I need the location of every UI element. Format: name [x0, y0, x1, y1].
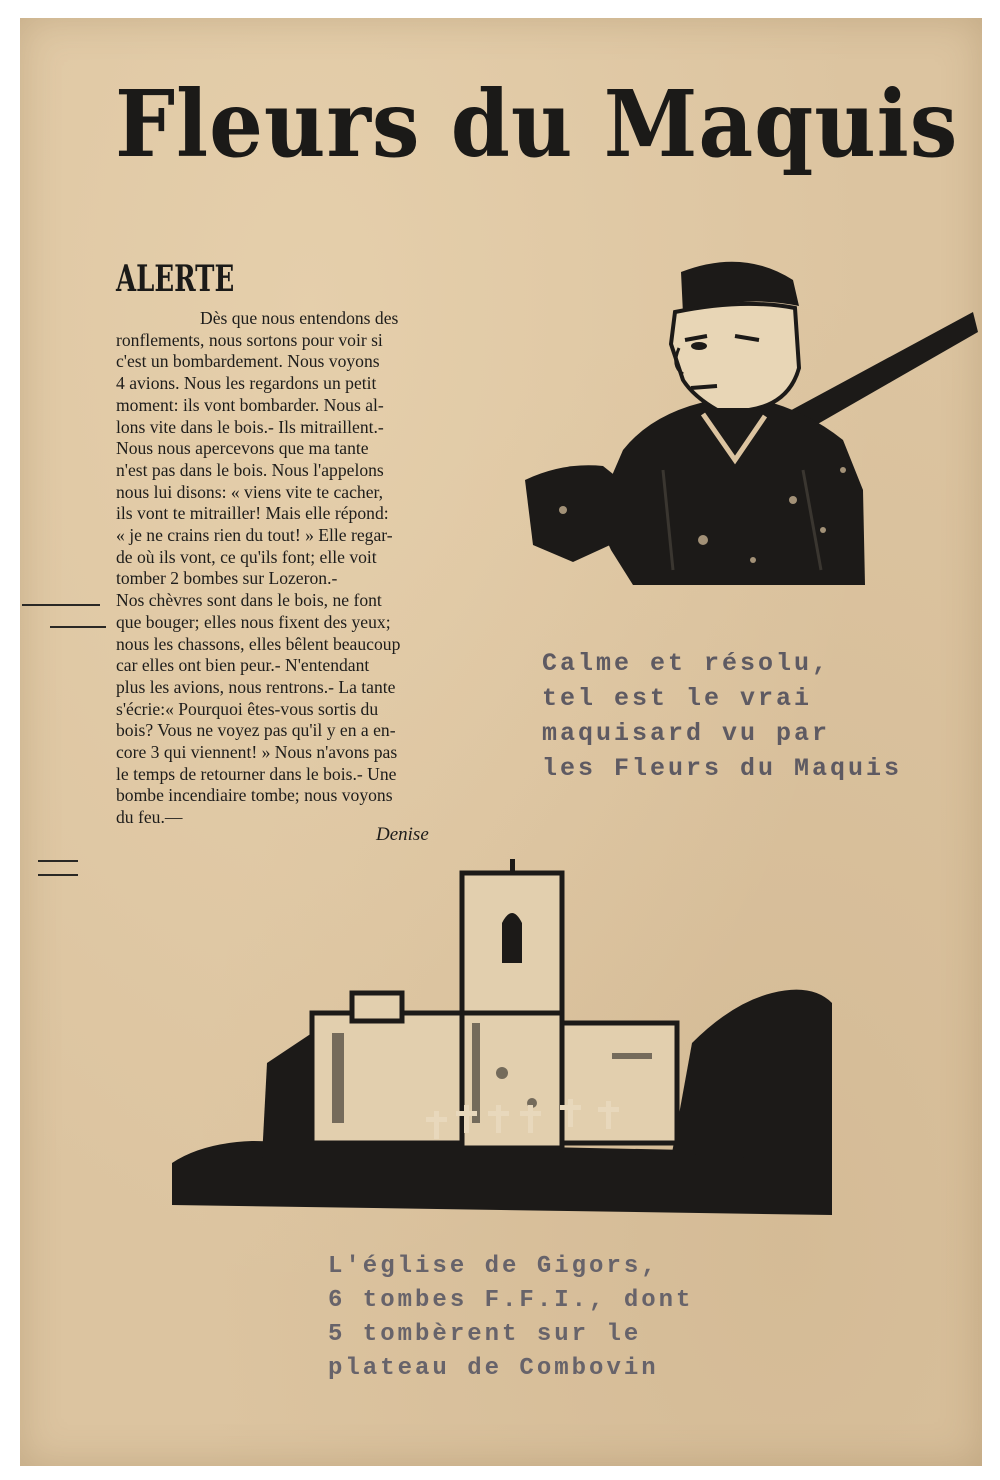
church-caption: [328, 1250, 768, 1386]
margin-mark: [22, 604, 100, 606]
caption-line: plateau de Combovin: [328, 1355, 659, 1382]
article-line: nous les chassons, elles bêlent beaucoup: [116, 633, 401, 654]
article-line: bois? Vous ne voyez pas qu'il y en a en-: [116, 720, 396, 741]
caption-line: 6 tombes F.F.I., dont: [328, 1287, 694, 1314]
article-line: ronflements, nous sortons pour voir si: [116, 329, 383, 350]
article-line: tomber 2 bombes sur Lozeron.-: [116, 568, 338, 589]
article-line: de où ils vont, ce qu'ils font; elle voit: [116, 546, 377, 567]
article-line: nous lui disons: « viens vite te cacher,: [116, 481, 384, 502]
article-line: Dès que nous entendons des: [200, 308, 399, 328]
article-line: plus les avions, nous rentrons.- La tante: [116, 676, 396, 697]
article-heading: ALERTE: [116, 258, 235, 300]
article-line: « je ne crains rien du tout! » Elle regar-: [116, 525, 393, 546]
margin-mark: [38, 874, 78, 876]
soldier-woodcut-illustration: [503, 240, 978, 590]
church-woodcut-illustration: [172, 853, 837, 1218]
caption-line: maquisard vu par: [542, 719, 831, 748]
article-signature: Denise: [376, 824, 429, 845]
newsletter-page: [20, 18, 982, 1466]
article-line: ils vont te mitrailler! Mais elle répond:: [116, 503, 389, 524]
article-line: Nos chèvres sont dans le bois, ne font: [116, 590, 382, 611]
margin-mark: [50, 626, 106, 628]
article-line: Nous nous apercevons que ma tante: [116, 438, 369, 459]
newsletter-title: Fleurs du Maquis: [115, 70, 959, 178]
caption-line: 5 tombèrent sur le: [328, 1321, 642, 1348]
article-line: que bouger; elles nous fixent des yeux;: [116, 611, 391, 632]
soldier-caption: [542, 646, 962, 786]
caption-line: Calme et résolu,: [542, 649, 831, 678]
article-line: bombe incendiaire tombe; nous voyons: [116, 785, 393, 806]
article-line: core 3 qui viennent! » Nous n'avons pas: [116, 742, 398, 763]
article-line: s'écrie:« Pourquoi êtes-vous sortis du: [116, 698, 379, 719]
article-line: lons vite dans le bois.- Ils mitraillent.-: [116, 416, 384, 437]
caption-line: les Fleurs du Maquis: [542, 754, 903, 783]
article-line: du feu.—: [116, 807, 183, 828]
article-line: n'est pas dans le bois. Nous l'appelons: [116, 459, 384, 480]
article-line: c'est un bombardement. Nous voyons: [116, 351, 380, 372]
article-line: car elles ont bien peur.- N'entendant: [116, 655, 370, 676]
caption-line: tel est le vrai: [542, 684, 813, 713]
article-line: 4 avions. Nous les regardons un petit: [116, 373, 377, 394]
article-body: [116, 308, 480, 829]
margin-mark: [38, 860, 78, 862]
article-line: le temps de retourner dans le bois.- Une: [116, 763, 397, 784]
article-line: moment: ils vont bombarder. Nous al-: [116, 394, 384, 415]
caption-line: L'église de Gigors,: [328, 1253, 659, 1280]
